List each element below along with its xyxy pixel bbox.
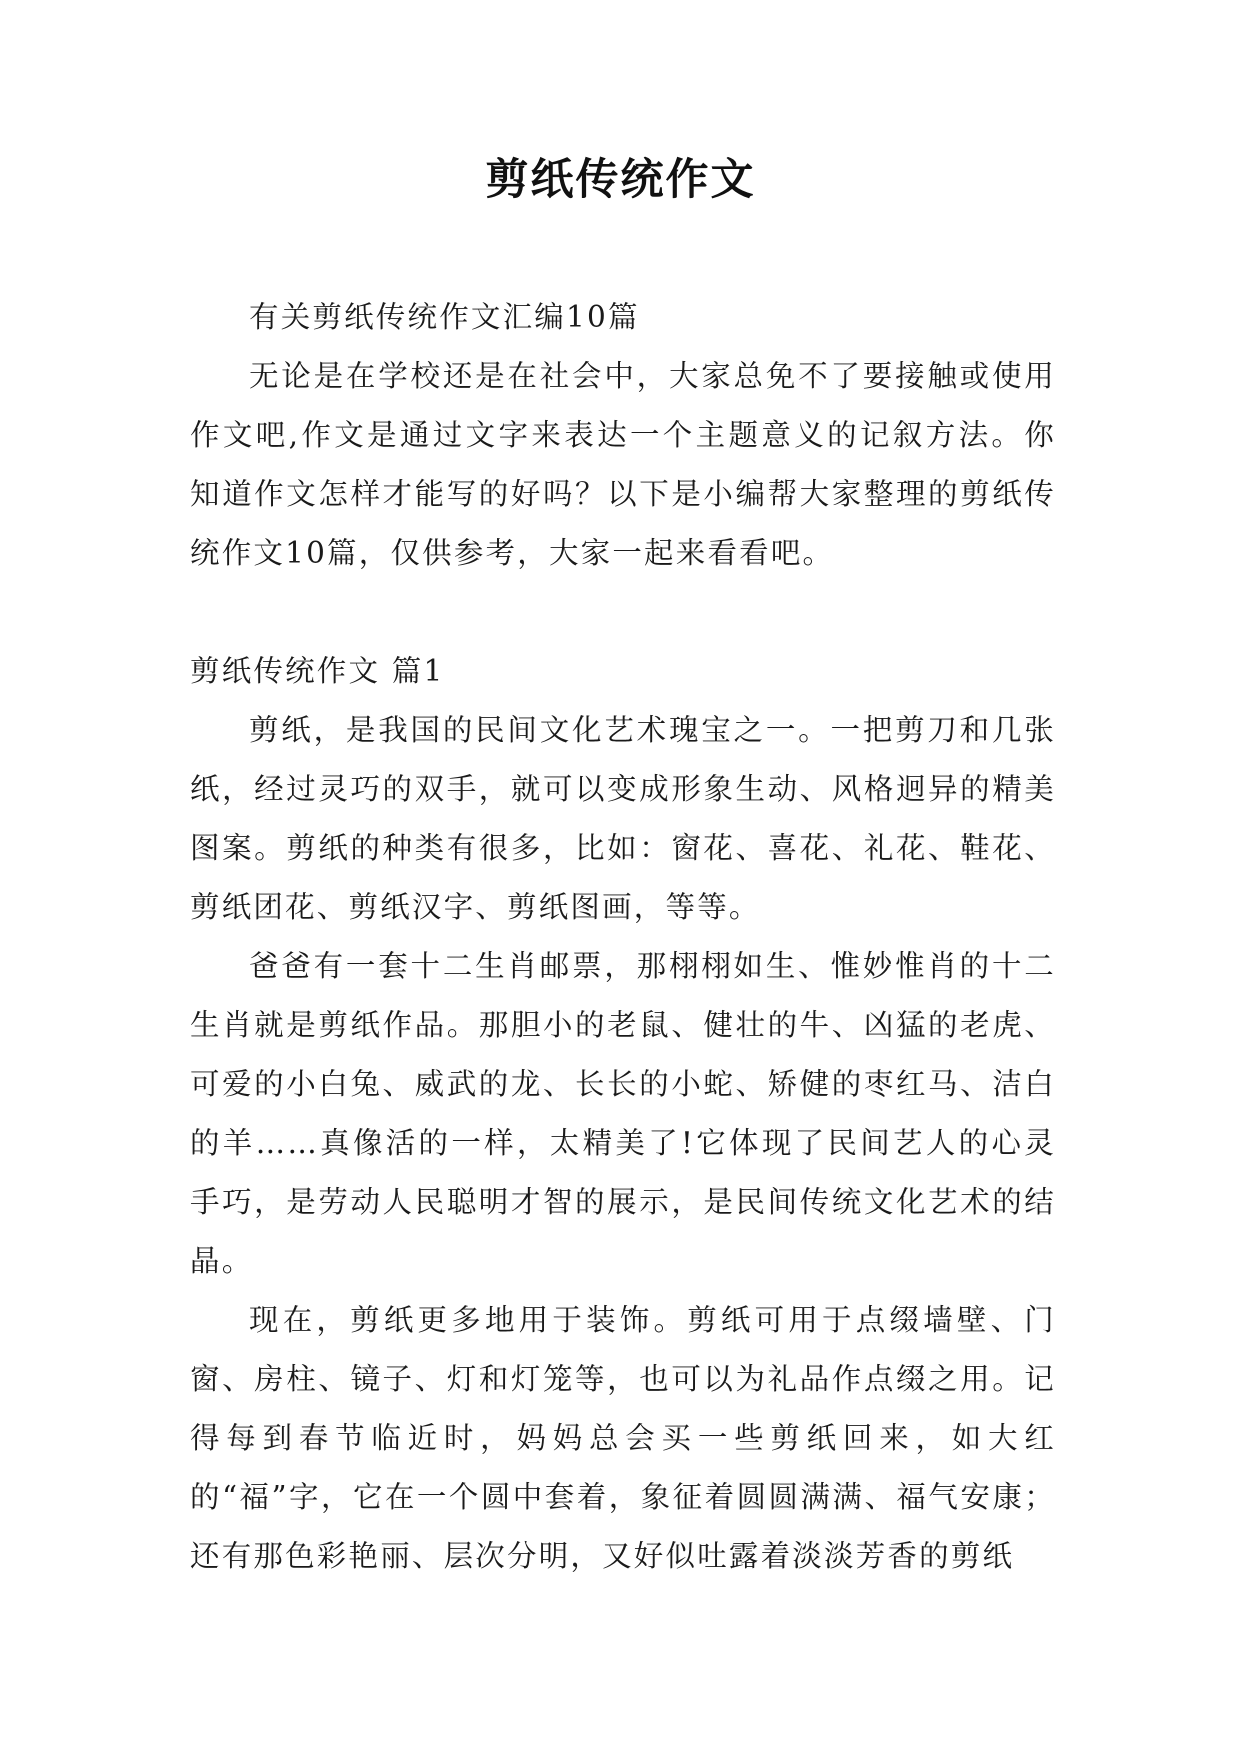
- intro-paragraph: 无论是在学校还是在社会中，大家总免不了要接触或使用作文吧,作文是通过文字来表达一个主题意义的记叙方法。你知道作文怎样才能写的好吗？以下是小编帮大家整理的剪纸传统作文10篇，仅供参考，大家一起来看看吧。: [190, 359, 1056, 570]
- section-spacer: [190, 583, 1056, 642]
- body-paragraph-1: 剪纸，是我国的民间文化艺术瑰宝之一。一把剪刀和几张纸，经过灵巧的双手，就可以变成形象生动、风格迥异的精美图案。剪纸的种类有很多，比如：窗花、喜花、礼花、鞋花、剪纸团花、剪纸汉字、剪纸图画，等等。: [190, 713, 1056, 924]
- body-paragraph-2: 爸爸有一套十二生肖邮票，那栩栩如生、惟妙惟肖的十二生肖就是剪纸作品。那胆小的老鼠、健壮的牛、凶猛的老虎、可爱的小白兔、威武的龙、长长的小蛇、矫健的枣红马、洁白的羊……真像活的一样，太精美了!它体现了民间艺人的心灵手巧，是劳动人民聪明才智的展示，是民间传统文化艺术的结晶。: [190, 949, 1056, 1278]
- intro-heading: 有关剪纸传统作文汇编10篇: [249, 300, 640, 334]
- document-body: [190, 288, 1056, 1586]
- body-paragraph-3: 现在，剪纸更多地用于装饰。剪纸可用于点缀墙壁、门窗、房柱、镜子、灯和灯笼等，也可以为礼品作点缀之用。记得每到春节临近时，妈妈总会买一些剪纸回来，如大红的“福”字，它在一个圆中套着，象征着圆圆满满、福气安康；还有那色彩艳丽、层次分明，又好似吐露着淡淡芳香的剪纸: [190, 1303, 1056, 1573]
- document-title: 剪纸传统作文: [485, 155, 756, 205]
- section-heading: 剪纸传统作文 篇1: [190, 654, 445, 688]
